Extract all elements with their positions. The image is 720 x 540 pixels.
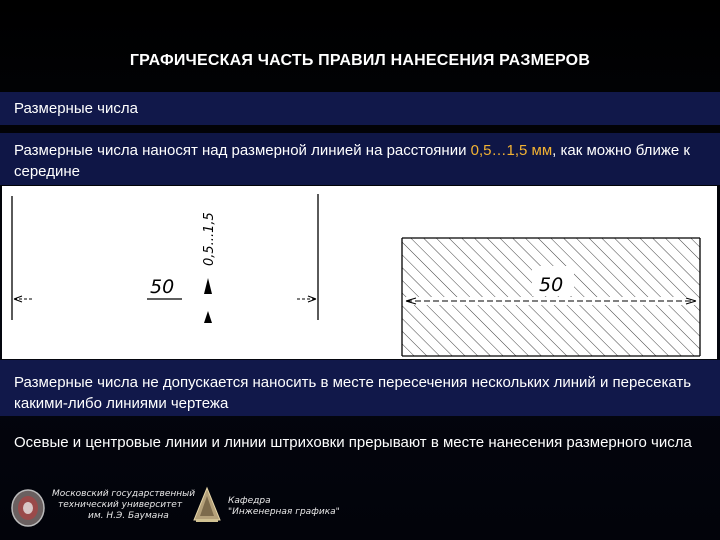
paragraph-1-prefix: Размерные числа наносят над размерной линией на расстоянии (14, 142, 471, 159)
gap-arrow-top (204, 278, 212, 294)
paragraph-1 (14, 140, 704, 182)
left-dim-value: 50 (150, 276, 175, 298)
paragraph-3: Осевые и центровые линии и линии штриховки прерывают в месте нанесения размерного числа (14, 434, 692, 451)
gap-label: 0,5...1,5 (202, 212, 217, 266)
dimension-drawing (2, 186, 717, 359)
university-line-3: им. Н.Э. Баумана (88, 511, 169, 521)
university-logo-icon (10, 488, 46, 533)
slide-title: ГРАФИЧЕСКАЯ ЧАСТЬ ПРАВИЛ НАНЕСЕНИЯ РАЗМЕРОВ (129, 52, 591, 69)
right-dim-value: 50 (539, 274, 564, 296)
para2-band (0, 360, 720, 416)
section-heading: Размерные числа (14, 100, 138, 117)
university-line-2: технический университет (58, 500, 183, 510)
dimension-figure (2, 186, 717, 359)
paragraph-1-highlight: 0,5…1,5 мм (470, 142, 553, 159)
department-line-1: Кафедра (228, 496, 271, 506)
university-name (52, 489, 195, 522)
paragraph-1-suffix: , как можно ближе к середине (14, 142, 690, 180)
department-line-2: "Инженерная графика" (228, 507, 340, 517)
department-name (228, 496, 340, 518)
section-heading-band (0, 92, 720, 125)
university-line-1: Московский государственный (52, 489, 196, 499)
gap-arrow-bottom (204, 311, 212, 323)
department-logo-icon (192, 486, 222, 529)
paragraph-2: Размерные числа не допускается наносить в месте пересечения нескольких линий и пересекать какими-либо линиями чертежа (14, 374, 692, 412)
